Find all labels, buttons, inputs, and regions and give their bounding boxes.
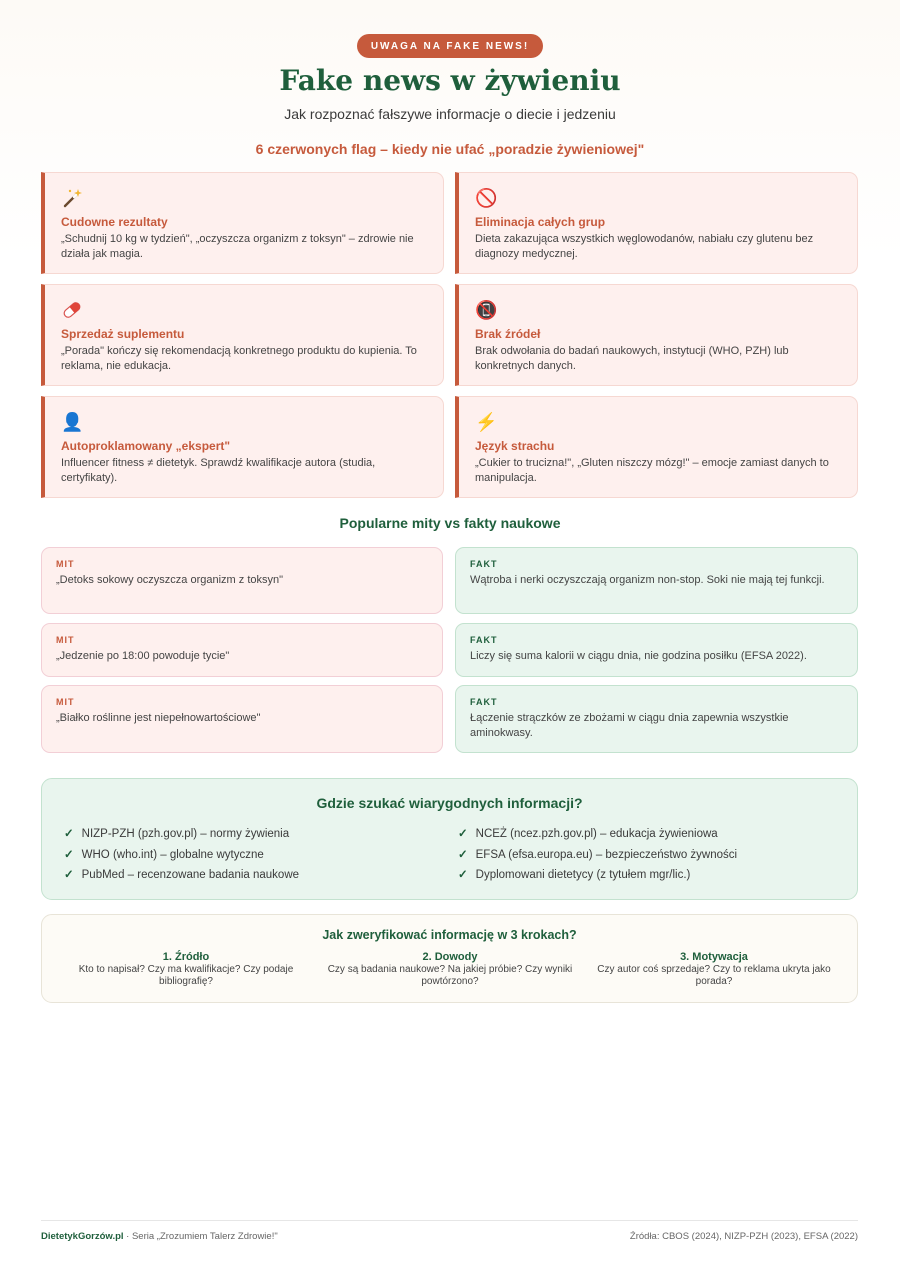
step-description: Kto to napisał? Czy ma kwalifikacje? Czy podaje bibliografię? [78, 964, 294, 987]
flag-card-self-proclaimed-expert [41, 396, 444, 498]
checkmark-icon: ✓ [458, 849, 468, 861]
fact-text: Liczy się suma kalorii w ciągu dnia, nie godzina posiłku (EFSA 2022). [470, 650, 807, 662]
myth-text: „Jedzenie po 18:00 powoduje tycie" [56, 650, 230, 662]
steps-heading: Jak zweryfikować informację w 3 krokach? [322, 928, 577, 942]
source-item [64, 826, 289, 840]
flag-card-no-sources [455, 284, 858, 386]
pill-icon [61, 299, 427, 321]
flag-title: Cudowne rezultaty [61, 215, 168, 229]
step-item [320, 951, 580, 988]
fact-label: FAKT [470, 635, 498, 645]
flag-card-supplement-sales [41, 284, 444, 386]
step-item [584, 951, 844, 988]
myth-text: „Białko roślinne jest niepełnowartościowe" [56, 712, 261, 724]
footer-divider [41, 1220, 858, 1221]
myth-text: „Detoks sokowy oczyszcza organizm z toksyn" [56, 574, 284, 586]
fact-text: Wątroba i nerki oczyszczają organizm non-stop. Soki nie mają tej funkcji. [470, 574, 825, 586]
flag-title: Język strachu [475, 439, 555, 453]
flag-description: Dieta zakazująca wszystkich węglowodanów, nabiału czy glutenu bez diagnozy medycznej. [475, 233, 814, 260]
checkmark-icon: ✓ [458, 828, 468, 840]
fact-card [455, 623, 858, 677]
myth-label: MIT [56, 635, 75, 645]
flag-description: „Schudnij 10 kg w tydzień", „oczyszcza organizm z toksyn" – zdrowie nie działa jak magia. [61, 233, 414, 260]
source-item [64, 867, 299, 881]
magic-wand-icon [61, 187, 427, 209]
myth-card [41, 685, 443, 753]
warning-badge: UWAGA NA FAKE NEWS! [357, 34, 543, 58]
fact-card [455, 547, 858, 614]
flag-title: Brak źródeł [475, 327, 541, 341]
myth-label: MIT [56, 697, 75, 707]
step-item [56, 951, 316, 988]
myth-card [41, 547, 443, 614]
fact-label: FAKT [470, 559, 498, 569]
flag-card-fear-language [455, 396, 858, 498]
fact-text: Łączenie strączków ze zbożami w ciągu dnia zapewnia wszystkie aminokwasy. [470, 712, 789, 739]
source-item [458, 847, 737, 861]
flag-card-eliminating-groups [455, 172, 858, 274]
step-title: 2. Dowody [422, 951, 478, 963]
source-text: WHO (who.int) – globalne wytyczne [81, 849, 264, 861]
source-text: EFSA (efsa.europa.eu) – bezpieczeństwo żywności [475, 849, 738, 861]
step-title: 1. Źródło [162, 951, 210, 963]
source-item [64, 847, 264, 861]
checkmark-icon: ✓ [64, 828, 74, 840]
source-item [458, 826, 718, 840]
footer-series: · Seria „Zrozumiem Talerz Zdrowie!" [123, 1231, 278, 1242]
myth-card [41, 623, 443, 677]
checkmark-icon: ✓ [64, 849, 74, 861]
flag-title: Sprzedaż suplementu [61, 327, 185, 341]
source-text: NIZP-PZH (pzh.gov.pl) – normy żywienia [81, 828, 290, 840]
source-item [458, 867, 690, 881]
flag-description: „Cukier to trucizna!", „Gluten niszczy mózg!" – emocje zamiast danych to manipulacja. [475, 457, 829, 484]
myth-label: MIT [56, 559, 75, 569]
sources-heading: Gdzie szukać wiarygodnych informacji? [316, 795, 583, 811]
page-title: Fake news w żywieniu [279, 64, 621, 97]
fact-card [455, 685, 858, 753]
no-phone-icon: 📵 [475, 300, 498, 320]
source-text: PubMed – recenzowane badania naukowe [81, 869, 300, 881]
step-description: Czy autor coś sprzedaje? Czy to reklama ukryta jako porada? [597, 964, 831, 987]
footer-sources: Źródła: CBOS (2024), NIZP-PZH (2023), EFSA (2022) [629, 1231, 858, 1242]
lightning-icon: ⚡ [475, 412, 498, 432]
fact-label: FAKT [470, 697, 498, 707]
flag-card-miracle-results [41, 172, 444, 274]
footer-credits [41, 1231, 278, 1242]
verification-steps-box [41, 914, 858, 1003]
person-icon: 👤 [61, 412, 84, 432]
footer-brand: DietetykGorzów.pl [41, 1231, 124, 1242]
flag-title: Eliminacja całych grup [475, 215, 606, 229]
myths-heading: Popularne mity vs fakty naukowe [339, 515, 561, 531]
prohibited-icon: 🚫 [475, 188, 498, 208]
source-text: Dyplomowani dietetycy (z tytułem mgr/lic.) [475, 869, 691, 881]
step-title: 3. Motywacja [680, 951, 748, 963]
source-text: NCEŻ (ncez.pzh.gov.pl) – edukacja żywieniowa [475, 828, 718, 840]
red-flags-heading: 6 czerwonych flag – kiedy nie ufać „poradzie żywieniowej" [255, 141, 645, 157]
page-subtitle: Jak rozpoznać fałszywe informacje o diecie i jedzeniu [284, 106, 616, 122]
reliable-sources-box [41, 778, 858, 900]
flag-description: Influencer fitness ≠ dietetyk. Sprawdź kwalifikacje autora (studia, certyfikaty). [61, 457, 376, 484]
flag-description: „Porada" kończy się rekomendacją konkretnego produktu do kupienia. To reklama, nie edukacja. [61, 345, 417, 372]
step-description: Czy są badania naukowe? Na jakiej próbie? Czy wyniki powtórzono? [327, 964, 573, 987]
flag-title: Autoproklamowany „ekspert" [61, 439, 231, 453]
flag-description: Brak odwołania do badań naukowych, instytucji (WHO, PZH) lub konkretnych danych. [475, 345, 789, 372]
checkmark-icon: ✓ [64, 869, 74, 881]
checkmark-icon: ✓ [458, 869, 468, 881]
